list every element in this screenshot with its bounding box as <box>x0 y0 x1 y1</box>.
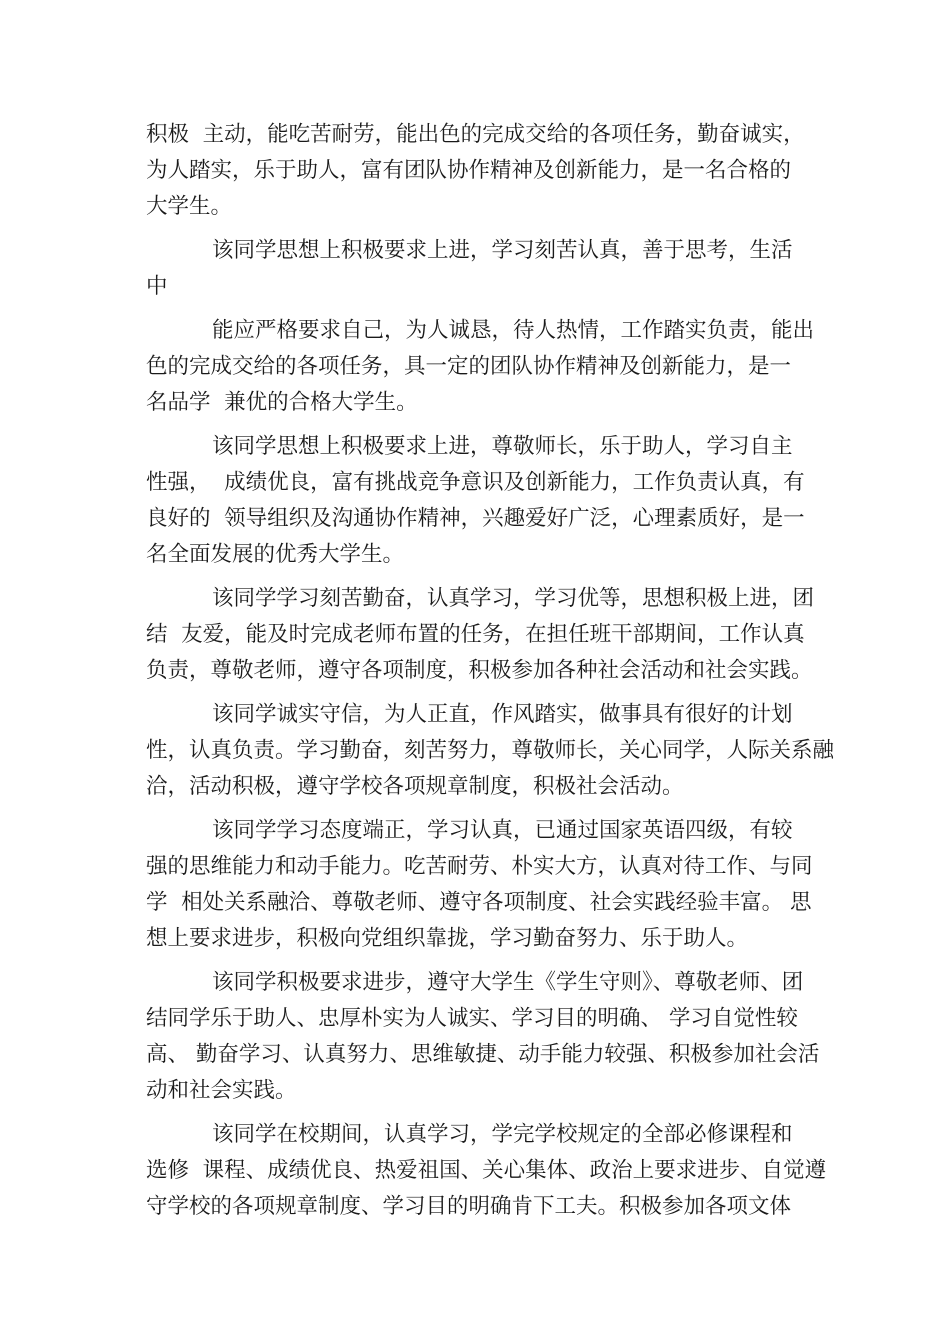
paragraph-line <box>146 537 806 573</box>
line-text: 为人踏实，乐于助人，富有团队协作精神及创新能力，是一名合格的 <box>146 158 792 183</box>
line-text: 结 友爱，能及时完成老师布置的任务，在担任班干部期间，工作认真 <box>146 622 805 647</box>
paragraph-first-line <box>146 813 806 849</box>
paragraph-line <box>146 153 806 189</box>
line-text: 强的思维能力和动手能力。吃苦耐劳、朴实大方，认真对待工作、与同 <box>146 854 813 879</box>
paragraph-line <box>146 617 806 653</box>
line-text: 良好的 领导组织及沟通协作精神，兴趣爱好广泛，心理素质好，是一 <box>146 506 805 531</box>
line-text: 该同学学习态度端正，学习认真，已通过国家英语四级，有较 <box>212 818 793 843</box>
paragraph-first-line <box>146 429 806 465</box>
line-text: 动和社会实践。 <box>146 1078 297 1103</box>
line-text: 该同学诚实守信，为人正直，作风踏实，做事具有很好的计划 <box>212 702 793 727</box>
line-text: 该同学在校期间，认真学习，学完学校规定的全部必修课程和 <box>212 1122 793 1147</box>
line-text: 负责，尊敬老师，遵守各项制度，积极参加各种社会活动和社会实践。 <box>146 658 813 683</box>
line-text: 性强， 成绩优良，富有挑战竞争意识及创新能力，工作负责认真，有 <box>146 470 805 495</box>
paragraph-line <box>146 1037 820 1073</box>
line-text: 名品学 兼优的合格大学生。 <box>146 390 418 415</box>
paragraph-line <box>146 1153 827 1189</box>
paragraph-line <box>146 385 806 421</box>
paragraph-first-line <box>146 581 815 617</box>
line-text: 该同学学习刻苦勤奋，认真学习，学习优等，思想积极上进，团 <box>212 586 815 611</box>
line-text: 能应严格要求自己，为人诚恳，待人热情，工作踏实负责，能出 <box>212 318 815 343</box>
line-text: 学 相处关系融洽、尊敬老师、遵守各项制度、社会实践经验丰富。 思 <box>146 890 812 915</box>
paragraph-first-line <box>146 965 806 1001</box>
paragraph-line <box>146 921 806 957</box>
line-text: 洽，活动积极，遵守学校各项规章制度，积极社会活动。 <box>146 774 684 799</box>
line-text: 高、 勤奋学习、认真努力、思维敏捷、动手能力较强、积极参加社会活 <box>146 1042 820 1067</box>
paragraph-line <box>146 465 806 501</box>
paragraph-line <box>146 269 806 305</box>
line-text: 该同学积极要求进步，遵守大学生《学生守则》、尊敬老师、团 <box>212 970 804 995</box>
paragraph-line <box>146 1001 806 1037</box>
line-text: 大学生。 <box>146 194 233 219</box>
paragraph-line <box>146 769 806 805</box>
paragraph-line <box>146 733 835 769</box>
paragraph-first-line <box>146 697 806 733</box>
paragraph-line <box>146 849 813 885</box>
paragraph-line <box>146 885 812 921</box>
paragraph-first-line <box>146 313 815 349</box>
line-text: 积极 主动，能吃苦耐劳，能出色的完成交给的各项任务，勤奋诚实， <box>146 122 805 147</box>
paragraph-first-line <box>146 233 806 269</box>
line-text: 名全面发展的优秀大学生。 <box>146 542 405 567</box>
line-text: 想上要求进步，积极向党组织靠拢，学习勤奋努力、乐于助人。 <box>146 926 749 951</box>
line-text: 性，认真负责。学习勤奋，刻苦努力，尊敬师长，关心同学，人际关系融 <box>146 738 835 763</box>
paragraph-first-line <box>146 1117 806 1153</box>
paragraph-line <box>146 189 806 225</box>
document-body <box>146 117 835 1225</box>
line-text: 该同学思想上积极要求上进，尊敬师长，乐于助人，学习自主 <box>212 434 793 459</box>
paragraph-line <box>146 117 806 153</box>
paragraph-line <box>146 1189 806 1225</box>
paragraph-line <box>146 349 806 385</box>
paragraph-line <box>146 653 813 689</box>
line-text: 色的完成交给的各项任务，具一定的团队协作精神及创新能力，是一 <box>146 354 792 379</box>
line-text: 守学校的各项规章制度、学习目的明确肯下工夫。积极参加各项文体 <box>146 1194 792 1219</box>
line-text: 结同学乐于助人、忠厚朴实为人诚实、学习目的明确、 学习自觉性较 <box>146 1006 798 1031</box>
paragraph-line <box>146 501 806 537</box>
paragraph-line <box>146 1073 806 1109</box>
line-text: 该同学思想上积极要求上进，学习刻苦认真，善于思考，生活 <box>212 238 793 263</box>
line-text: 中 <box>146 274 168 299</box>
line-text: 选修 课程、成绩优良、热爱祖国、关心集体、政治上要求进步、自觉遵 <box>146 1158 827 1183</box>
